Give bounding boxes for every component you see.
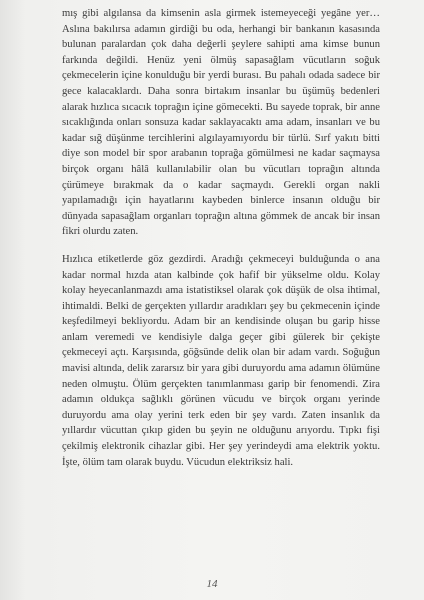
body-text — [62, 6, 380, 470]
paragraph-2: Hızlıca etiketlerde göz gezdirdi. Aradığı çekmeceyi bulduğunda o ana kadar normal hızda atan kalbinde çok hafif bir yükselme oldu. Kolay kolay heyecanlanmazdı ama istatistiksel olarak çok düşük de olsa ihtimal, ihtimaldi. Belki de gerçekten yıllardır aradıkları şey bu çekmecenin içinde keşfedilmeyi bekliyordu. Adam bir an kendisinde oluşan bu garip hisse anlam veremedi ve kendisiyle dalga geçer gibi gülerek bir çekişte çekmeceyi açtı. Karşısında, göğsünde delik olan bir adam vardı. Soğuğun mavisi altında, delik zararsız bir yara gibi duruyordu ama adamın ölümüne neden olmuştu. Ölüm gerçekten tanımlanması garip bir fenomendi. Zira adamın oldukça sağlıklı görünen vücudu ve birçok organı yerinde duruyordu ama olay yerini terk eden bir şey vardı. Zaten insanlık da yıllardır vücuttan çıkıp giden bu şeyin ne olduğunu arıyordu. Tıpkı fişi çekilmiş elektronik cihazlar gibi. Her şey yerindeydi ama elektrik yoktu. İşte, ölüm tam olarak buydu. Vücudun elektriksiz hali. — [62, 253, 380, 468]
paragraph-1: mış gibi algılansa da kimsenin asla girmek istemeyeceği yegâne yer… Aslına bakılırsa adamın girdiği bu oda, herhangi bir bankanın kasasında bulunan paralardan çok daha değerli şeylere sahipti ama kimse bunun farkında değildi. Henüz yeni ölmüş sapasağlam vücutların soğuk çekmecelerin içine konulduğu bir yerdi burası. Bu pahalı odada sadece bir gece kalacaklardı. Daha sonra birtakım insanlar bu üşümüş bedenleri alarak hızlıca sıcacık toprağın içine gömecekti. Bu sayede toprak, bir anne sıcaklığında onları sonsuza kadar saklayacaktı ama adam, insanları ve bu kadar sığ düşünme tercihlerini algılayamıyordu bir türlü. Sırf yakıtı bitti diye son model bir spor arabanın toprağa gömülmesi ne kadar saçmaysa birçok organı hâlâ kullanılabilir olan bu vücutları toprağın altında çürümeye bırakmak da o kadar saçmaydı. Gerekli organ nakli yapılamadığı için hayatlarını kaybeden binlerce insanın olduğu bir dünyada sapasağlam organları toprağın altına gömmek de ancak bir insan fikri olurdu zaten. — [62, 8, 380, 238]
page-number: 14 — [206, 578, 218, 590]
